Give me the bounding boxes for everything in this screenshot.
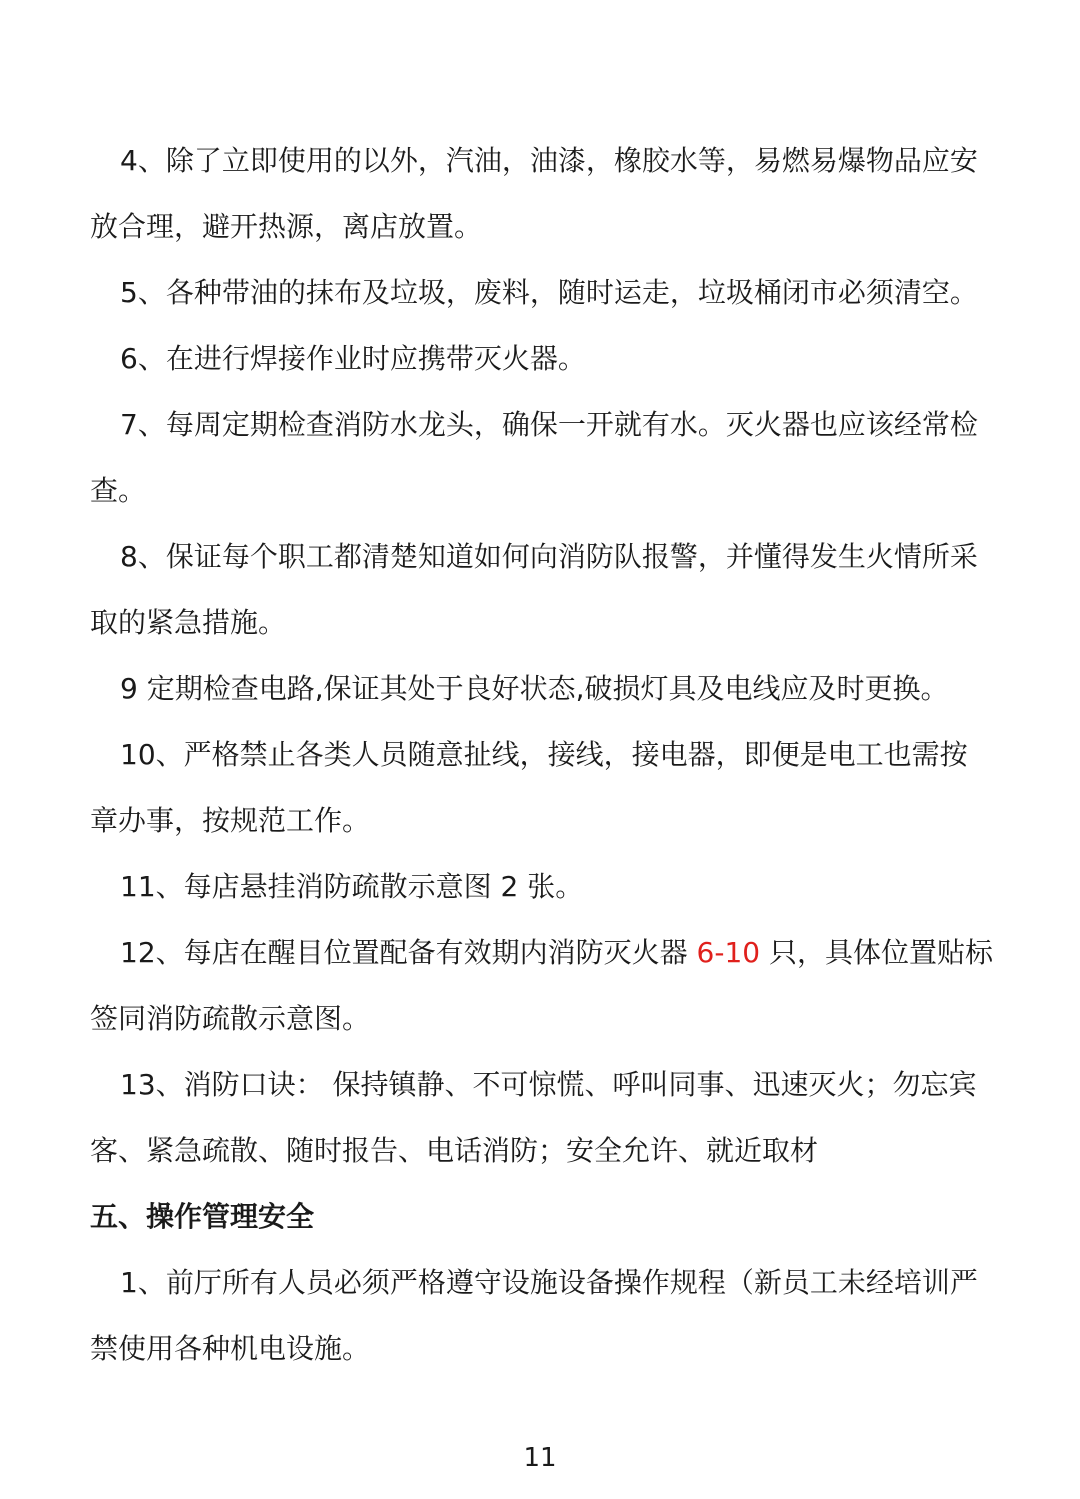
rule-item-8: 8、保证每个职工都清楚知道如何向消防队报警，并懂得发生火情所采取的紧急措施。 (90, 540, 978, 639)
rule-item-11: 11、每店悬挂消防疏散示意图 2 张。 (120, 870, 584, 903)
page-number: 11 (523, 1443, 557, 1473)
extinguisher-count-highlight: 6-10 (696, 936, 761, 969)
rule-item-10: 10、严格禁止各类人员随意扯线，接线，接电器，即便是电工也需按章办事，按规范工作。 (90, 738, 968, 837)
section-item-1: 1、前厅所有人员必须严格遵守设施设备操作规程（新员工未经培训严禁使用各种机电设施。 (90, 1266, 978, 1365)
section-heading: 五、操作管理安全 (90, 1200, 315, 1233)
rule-item-5: 5、各种带油的抹布及垃圾，废料，随时运走，垃圾桶闭市必须清空。 (120, 276, 978, 309)
document-body (90, 128, 995, 1382)
rule-item-4: 4、除了立即使用的以外，汽油，油漆，橡胶水等，易燃易爆物品应安放合理，避开热源，离店放置。 (90, 144, 978, 243)
rule-item-9: 9 定期检查电路,保证其处于良好状态,破损灯具及电线应及时更换。 (120, 672, 949, 705)
rule-item-6: 6、在进行焊接作业时应携带灭火器。 (120, 342, 586, 375)
rule-item-7: 7、每周定期检查消防水龙头，确保一开就有水。灭火器也应该经常检查。 (90, 408, 978, 507)
rule-item-12-pre: 12、每店在醒目位置配备有效期内消防灭火器 (120, 936, 697, 969)
rule-item-13: 13、消防口诀： 保持镇静、不可惊慌、呼叫同事、迅速灭火；勿忘宾客、紧急疏散、随时报告、电话消防；安全允许、就近取材 (90, 1068, 977, 1167)
rule-item-12 (90, 920, 995, 1052)
rule-item-12-post: 只，具体位置贴标签同消防疏散示意图。 (90, 936, 993, 1035)
